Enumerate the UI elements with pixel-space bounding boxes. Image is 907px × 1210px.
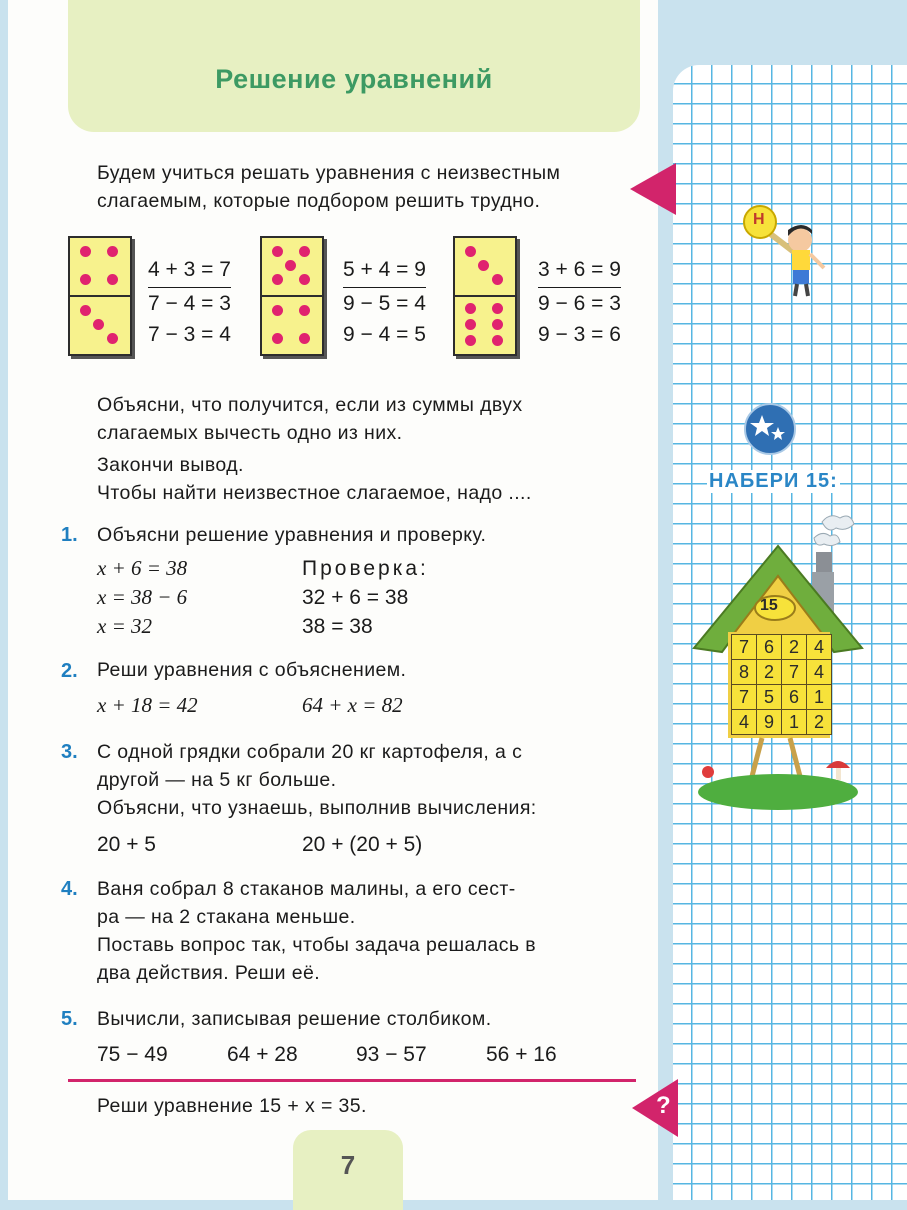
check-line: 38 = 38 [302, 615, 373, 638]
pointer-triangle-icon [630, 163, 676, 215]
magic-cell: 2 [757, 660, 782, 685]
intro-line-2: слагаемым, которые подбором решить трудно. [97, 190, 541, 212]
equation: 7 − 3 = 4 [148, 323, 231, 346]
task-1-solution [97, 554, 187, 641]
finish-line-2: Чтобы найти неизвестное слагаемое, надо .... [97, 482, 532, 504]
task-5-text: Вычисли, записывая решение столбиком. [97, 1008, 492, 1030]
equation: 3 + 6 = 9 [538, 254, 621, 288]
magic-cell: 2 [807, 710, 832, 735]
domino-4-3 [68, 236, 132, 356]
task-4-line-1: Ваня собрал 8 стаканов малины, а его сест- [97, 878, 516, 900]
badge-letter: Н [753, 211, 765, 228]
magic-row [732, 660, 832, 685]
question-pointer-icon [632, 1079, 678, 1137]
equation: 7 − 4 = 3 [148, 292, 231, 315]
explain-line-1: Объясни, что получится, если из суммы двух [97, 394, 523, 416]
task-4-line-3: Поставь вопрос так, чтобы задача решалась в [97, 934, 537, 956]
task-2-text: Реши уравнения с объяснением. [97, 659, 407, 681]
bonus-task-text: Реши уравнение 15 + x = 35. [97, 1095, 367, 1117]
domino-3-6 [453, 236, 517, 356]
magic-cell: 6 [782, 685, 807, 710]
question-mark: ? [656, 1092, 671, 1119]
task-5-expression: 64 + 28 [227, 1043, 298, 1066]
equation: 9 − 3 = 6 [538, 323, 621, 346]
magic-cell: 4 [807, 660, 832, 685]
task-2-equation-2: 64 + x = 82 [302, 693, 403, 717]
page-title: Решение уравнений [215, 64, 493, 94]
equation: 5 + 4 = 9 [343, 254, 426, 288]
magic-square [731, 634, 832, 735]
roof-number: 15 [760, 597, 778, 614]
task-number-4: 4. [61, 878, 78, 900]
equation: 4 + 3 = 7 [148, 254, 231, 288]
task-5-expression: 56 + 16 [486, 1043, 557, 1066]
task-3-line-2: другой — на 5 кг больше. [97, 769, 337, 791]
magic-cell: 5 [757, 685, 782, 710]
task-number-5: 5. [61, 1008, 78, 1030]
task-3-expression-2: 20 + (20 + 5) [302, 833, 423, 856]
check-line: 32 + 6 = 38 [302, 586, 409, 609]
textbook-page [8, 0, 658, 1200]
domino-5-4 [260, 236, 324, 356]
magic-cell: 7 [782, 660, 807, 685]
task-3-line-1: С одной грядки собрали 20 кг картофеля, а с [97, 741, 523, 763]
task-4-line-2: ра — на 2 стакана меньше. [97, 906, 356, 928]
magic-cell: 1 [807, 685, 832, 710]
check-label: Проверка: [302, 557, 429, 580]
task-1-check [302, 554, 429, 641]
equation: 9 − 6 = 3 [538, 292, 621, 315]
magic-cell: 4 [732, 710, 757, 735]
task-2-equation-1: x + 18 = 42 [97, 693, 198, 717]
task-1-text: Объясни решение уравнения и проверку. [97, 524, 487, 546]
magic-cell: 7 [732, 635, 757, 660]
task-number-2: 2. [61, 660, 78, 682]
page-number-tab [293, 1130, 403, 1210]
magic-cell: 6 [757, 635, 782, 660]
solution-line: x = 32 [97, 614, 152, 638]
magic-row [732, 685, 832, 710]
equation: 9 − 4 = 5 [343, 323, 426, 346]
task-5-expression: 93 − 57 [356, 1043, 427, 1066]
domino-3-equations [538, 254, 621, 350]
magic-cell: 8 [732, 660, 757, 685]
magic-cell: 1 [782, 710, 807, 735]
finish-line-1: Закончи вывод. [97, 454, 244, 476]
solution-line: x + 6 = 38 [97, 556, 188, 580]
magic-row [732, 635, 832, 660]
intro-line-1: Будем учиться решать уравнения с неизвестным [97, 162, 561, 184]
bonus-task [97, 1093, 367, 1121]
magic-row [732, 710, 832, 735]
magic-cell: 7 [732, 685, 757, 710]
magic-cell: 4 [807, 635, 832, 660]
magic-cell: 9 [757, 710, 782, 735]
task-3-line-3: Объясни, что узнаешь, выполнив вычисления: [97, 797, 537, 819]
explain-line-2: слагаемых вычесть одно из них. [97, 422, 403, 444]
magic-cell: 2 [782, 635, 807, 660]
task-5-expression: 75 − 49 [97, 1043, 168, 1066]
domino-1-equations [148, 254, 231, 350]
domino-2-equations [343, 254, 426, 350]
stars-badge-icon [744, 403, 796, 455]
task-number-1: 1. [61, 524, 78, 546]
task-number-3: 3. [61, 741, 78, 763]
title-banner [68, 0, 640, 132]
task-3-expression-1: 20 + 5 [97, 833, 156, 856]
naberi-heading: НАБЕРИ 15: [709, 470, 838, 492]
page-number: 7 [340, 1150, 356, 1180]
solution-line: x = 38 − 6 [97, 585, 188, 609]
task-4-line-4: два действия. Реши её. [97, 962, 321, 984]
divider-line [68, 1079, 636, 1082]
equation: 9 − 5 = 4 [343, 292, 426, 315]
